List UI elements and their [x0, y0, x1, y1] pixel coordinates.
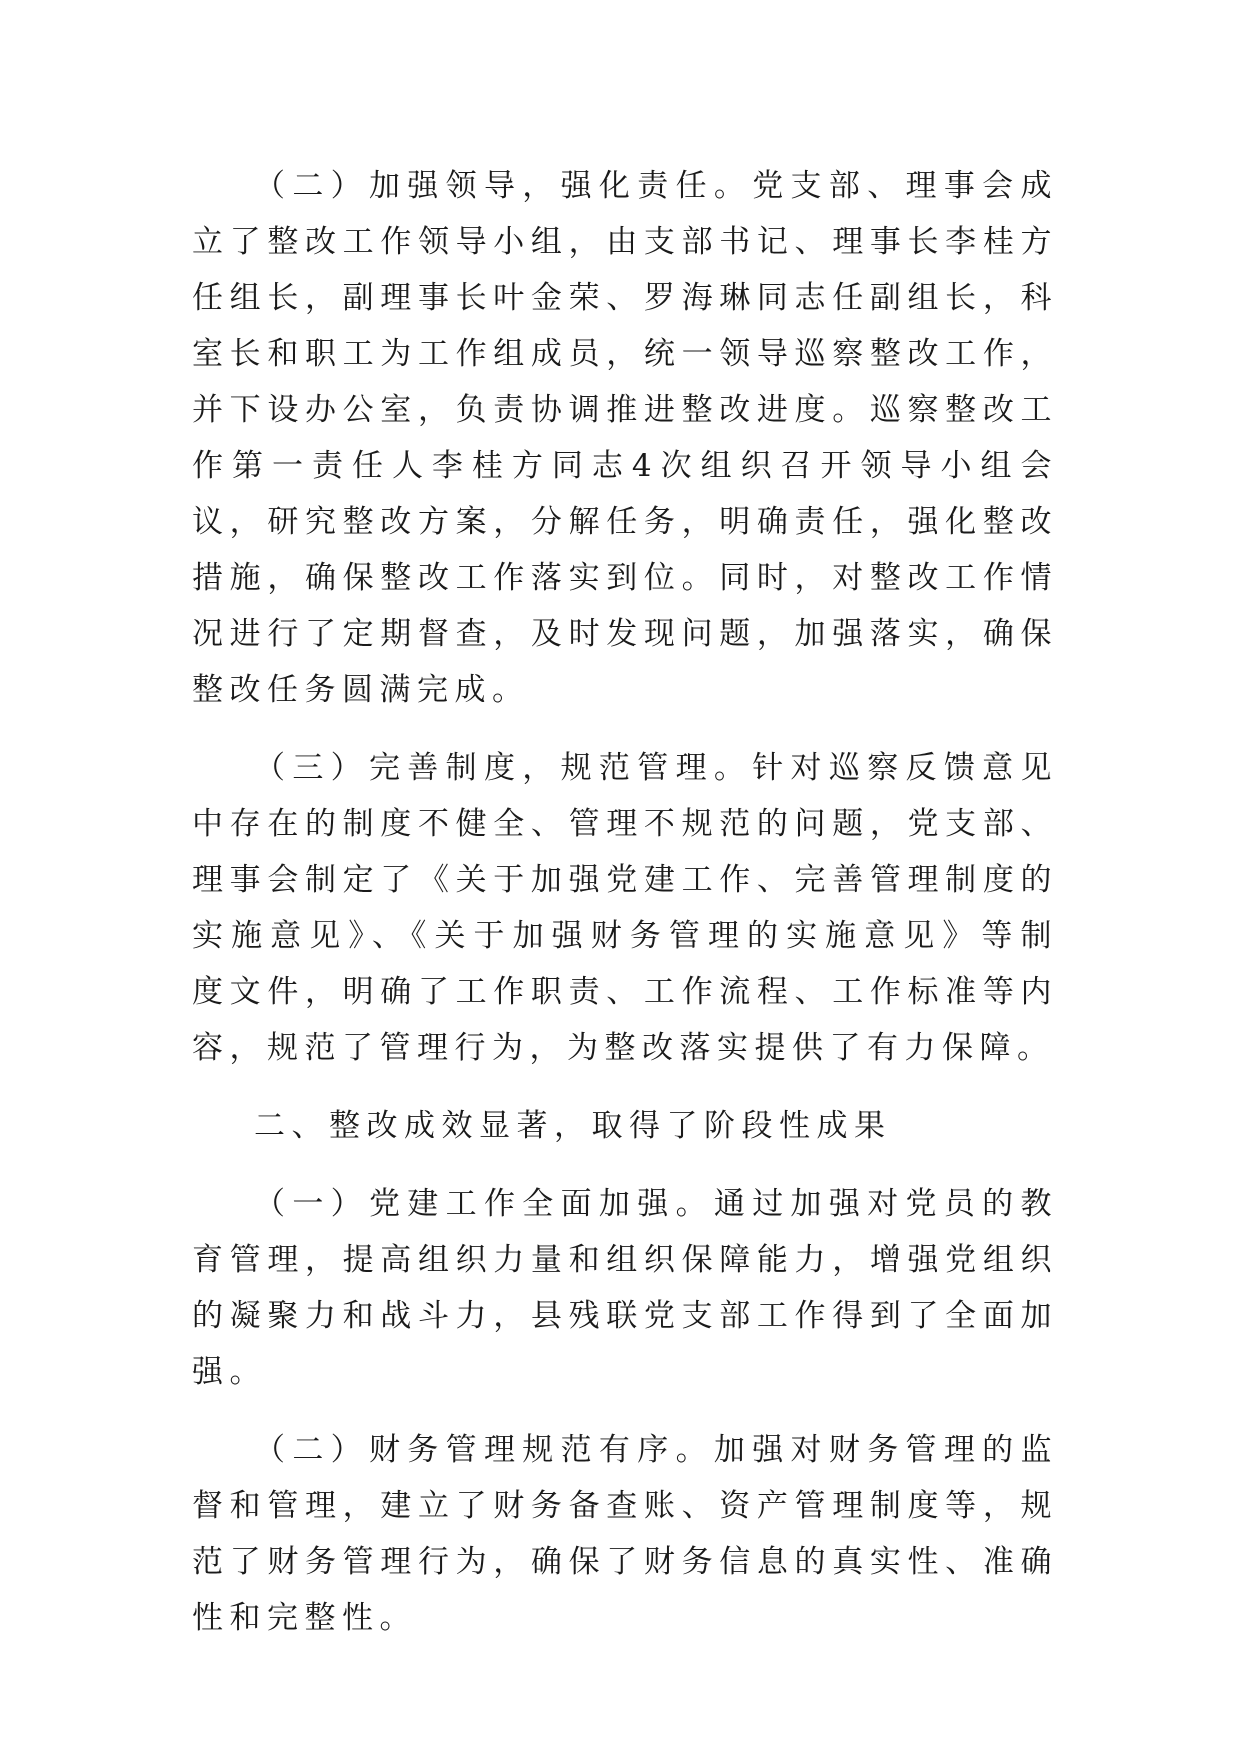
document-body — [192, 158, 1058, 1668]
paragraph-finance: （二）财务管理规范有序。加强对财务管理的监督和管理，建立了财务备查账、资产管理制度等，规范了财务管理行为，确保了财务信息的真实性、准确性和完整性。 — [192, 1432, 1058, 1636]
paragraph-system: （三）完善制度，规范管理。针对巡察反馈意见中存在的制度不健全、管理不规范的问题，党支部、理事会制定了《关于加强党建工作、完善管理制度的实施意见》、《关于加强财务管理的实施意见》等制度文件，明确了工作职责、工作流程、工作标准等内容，规范了管理行为，为整改落实提供了有力保障。 — [192, 750, 1058, 1066]
paragraph-leadership: （二）加强领导，强化责任。党支部、理事会成立了整改工作领导小组，由支部书记、理事长李桂方任组长，副理事长叶金荣、罗海琳同志任副组长，科室长和职工为工作组成员，统一领导巡察整改工作，并下设办公室，负责协调推进整改进度。巡察整改工作第一责任人李桂方同志4次组织召开领导小组会议，研究整改方案，分解任务，明确责任，强化整改措施，确保整改工作落实到位。同时，对整改工作情况进行了定期督查，及时发现问题，加强落实，确保整改任务圆满完成。 — [192, 168, 1058, 708]
section-heading-results: 二、整改成效显著，取得了阶段性成果 — [254, 1108, 892, 1144]
paragraph-party-building: （一）党建工作全面加强。通过加强对党员的教育管理，提高组织力量和组织保障能力，增强党组织的凝聚力和战斗力，县残联党支部工作得到了全面加强。 — [192, 1186, 1058, 1390]
